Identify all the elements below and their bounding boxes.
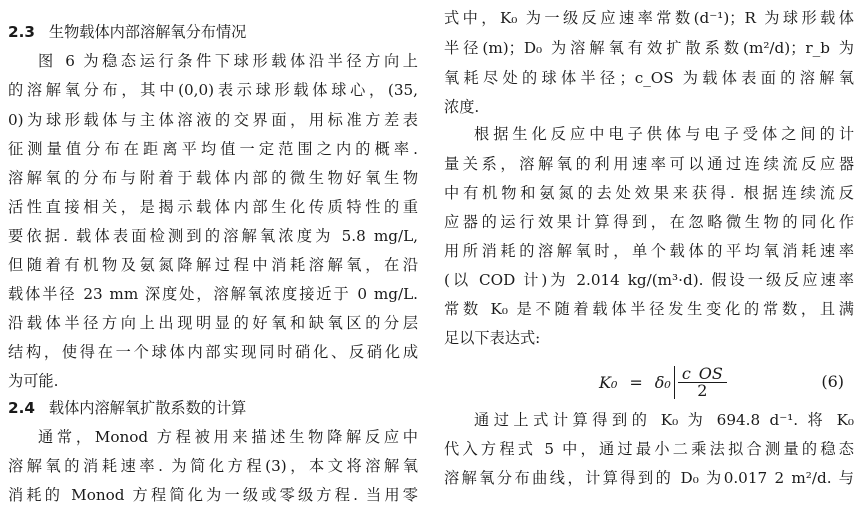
fraction-numerator: c_OS xyxy=(678,366,727,383)
text-line: 足以下表达式: xyxy=(444,329,541,347)
text-line: 浓度. xyxy=(444,98,480,116)
section-number: 2.4 xyxy=(8,399,35,417)
text-line: 沿载体半径方向上出现明显的好氧和缺氧区的分层 xyxy=(8,314,418,332)
section-title: 生物载体内部溶解氧分布情况 xyxy=(48,23,247,41)
section-title: 载体内溶解氧扩散系数的计算 xyxy=(48,399,247,417)
text-line: 的溶解氧分布，其中(0,0)表示球形载体球心，(35, xyxy=(8,81,418,99)
text-line: 消耗的 Monod 方程简化为一级或零级方程. 当用零 xyxy=(8,486,418,504)
equation-body xyxy=(599,366,727,399)
text-line: 活性直接相关，是揭示载体内部生化传质特性的重 xyxy=(8,198,418,216)
text-line: 常数 K₀ 是不随着载体半径发生变化的常数，且满 xyxy=(444,300,854,318)
text-line: 量关系，溶解氧的利用速率可以通过连续流反应器 xyxy=(444,155,854,173)
text-line: 要依据. 载体表面检测到的溶解氧浓度为 5.8 mg/L, xyxy=(8,227,418,245)
text-line: 半径(m)；D₀ 为溶解氧有效扩散系数(m²/d)；r_b 为 xyxy=(444,39,854,57)
equation-fraction xyxy=(674,366,727,399)
section-number: 2.3 xyxy=(8,23,35,41)
text-line: 载体半径 23 mm 深度处，溶解氧浓度接近于 0 mg/L. xyxy=(8,285,418,303)
text-line: 根据生化反应中电子供体与电子受体之间的计 xyxy=(474,125,854,143)
text-line: (以 COD 计)为 2.014 kg/(m³·d). 假设一级反应速率 xyxy=(444,271,854,289)
section-heading-2-3 xyxy=(8,22,246,44)
text-line: 结构，使得在一个球体内部实现同时硝化、反硝化成 xyxy=(8,343,418,361)
text-line: 通常，Monod 方程被用来描述生物降解反应中 xyxy=(38,428,418,446)
text-line: 用所消耗的溶解氧时，单个载体的平均氧消耗速率 xyxy=(444,242,854,260)
text-line: 应器的运行效果计算得到，在忽略微生物的同化作 xyxy=(444,213,854,231)
text-line: 图 6 为稳态运行条件下球形载体沿半径方向上 xyxy=(38,52,418,70)
text-line: 代入方程式 5 中，通过最小二乘法拟合测量的稳态 xyxy=(444,440,854,458)
text-line: 通过上式计算得到的 K₀ 为 694.8 d⁻¹. 将 K₀ xyxy=(474,411,854,429)
equation-coefficient: δ₀ xyxy=(654,373,671,392)
text-line: 氧耗尽处的球体半径；c_OS 为载体表面的溶解氧 xyxy=(444,69,854,87)
text-line: 为可能. xyxy=(8,372,59,390)
equation-number: (6) xyxy=(821,372,844,391)
fraction-denominator: 2 xyxy=(697,381,708,400)
equation-6 xyxy=(444,364,854,400)
text-line: 式中，K₀ 为一级反应速率常数(d⁻¹)；R 为球形载体 xyxy=(444,9,854,27)
text-line: 中有机物和氨氮的去处效果来获得. 根据连续流反 xyxy=(444,184,854,202)
text-line: 溶解氧分布曲线，计算得到的 D₀ 为0.017 2 m²/d. 与 xyxy=(444,469,854,487)
equation-lhs: K₀ xyxy=(599,373,618,392)
text-line: 征测量值分布在距离平均值一定范围之内的概率. xyxy=(8,140,418,158)
text-line: 但随着有机物及氨氮降解过程中消耗溶解氧，在沿 xyxy=(8,256,418,274)
text-line: 溶解氧的分布与附着于载体内部的微生物好氧生物 xyxy=(8,169,418,187)
section-heading-2-4 xyxy=(8,398,246,420)
text-line: 0)为球形载体与主体溶液的交界面，用标准方差表 xyxy=(8,111,418,129)
text-line: 溶解氧的消耗速率. 为简化方程(3)，本文将溶解氧 xyxy=(8,457,418,475)
equals-sign: = xyxy=(629,373,643,392)
